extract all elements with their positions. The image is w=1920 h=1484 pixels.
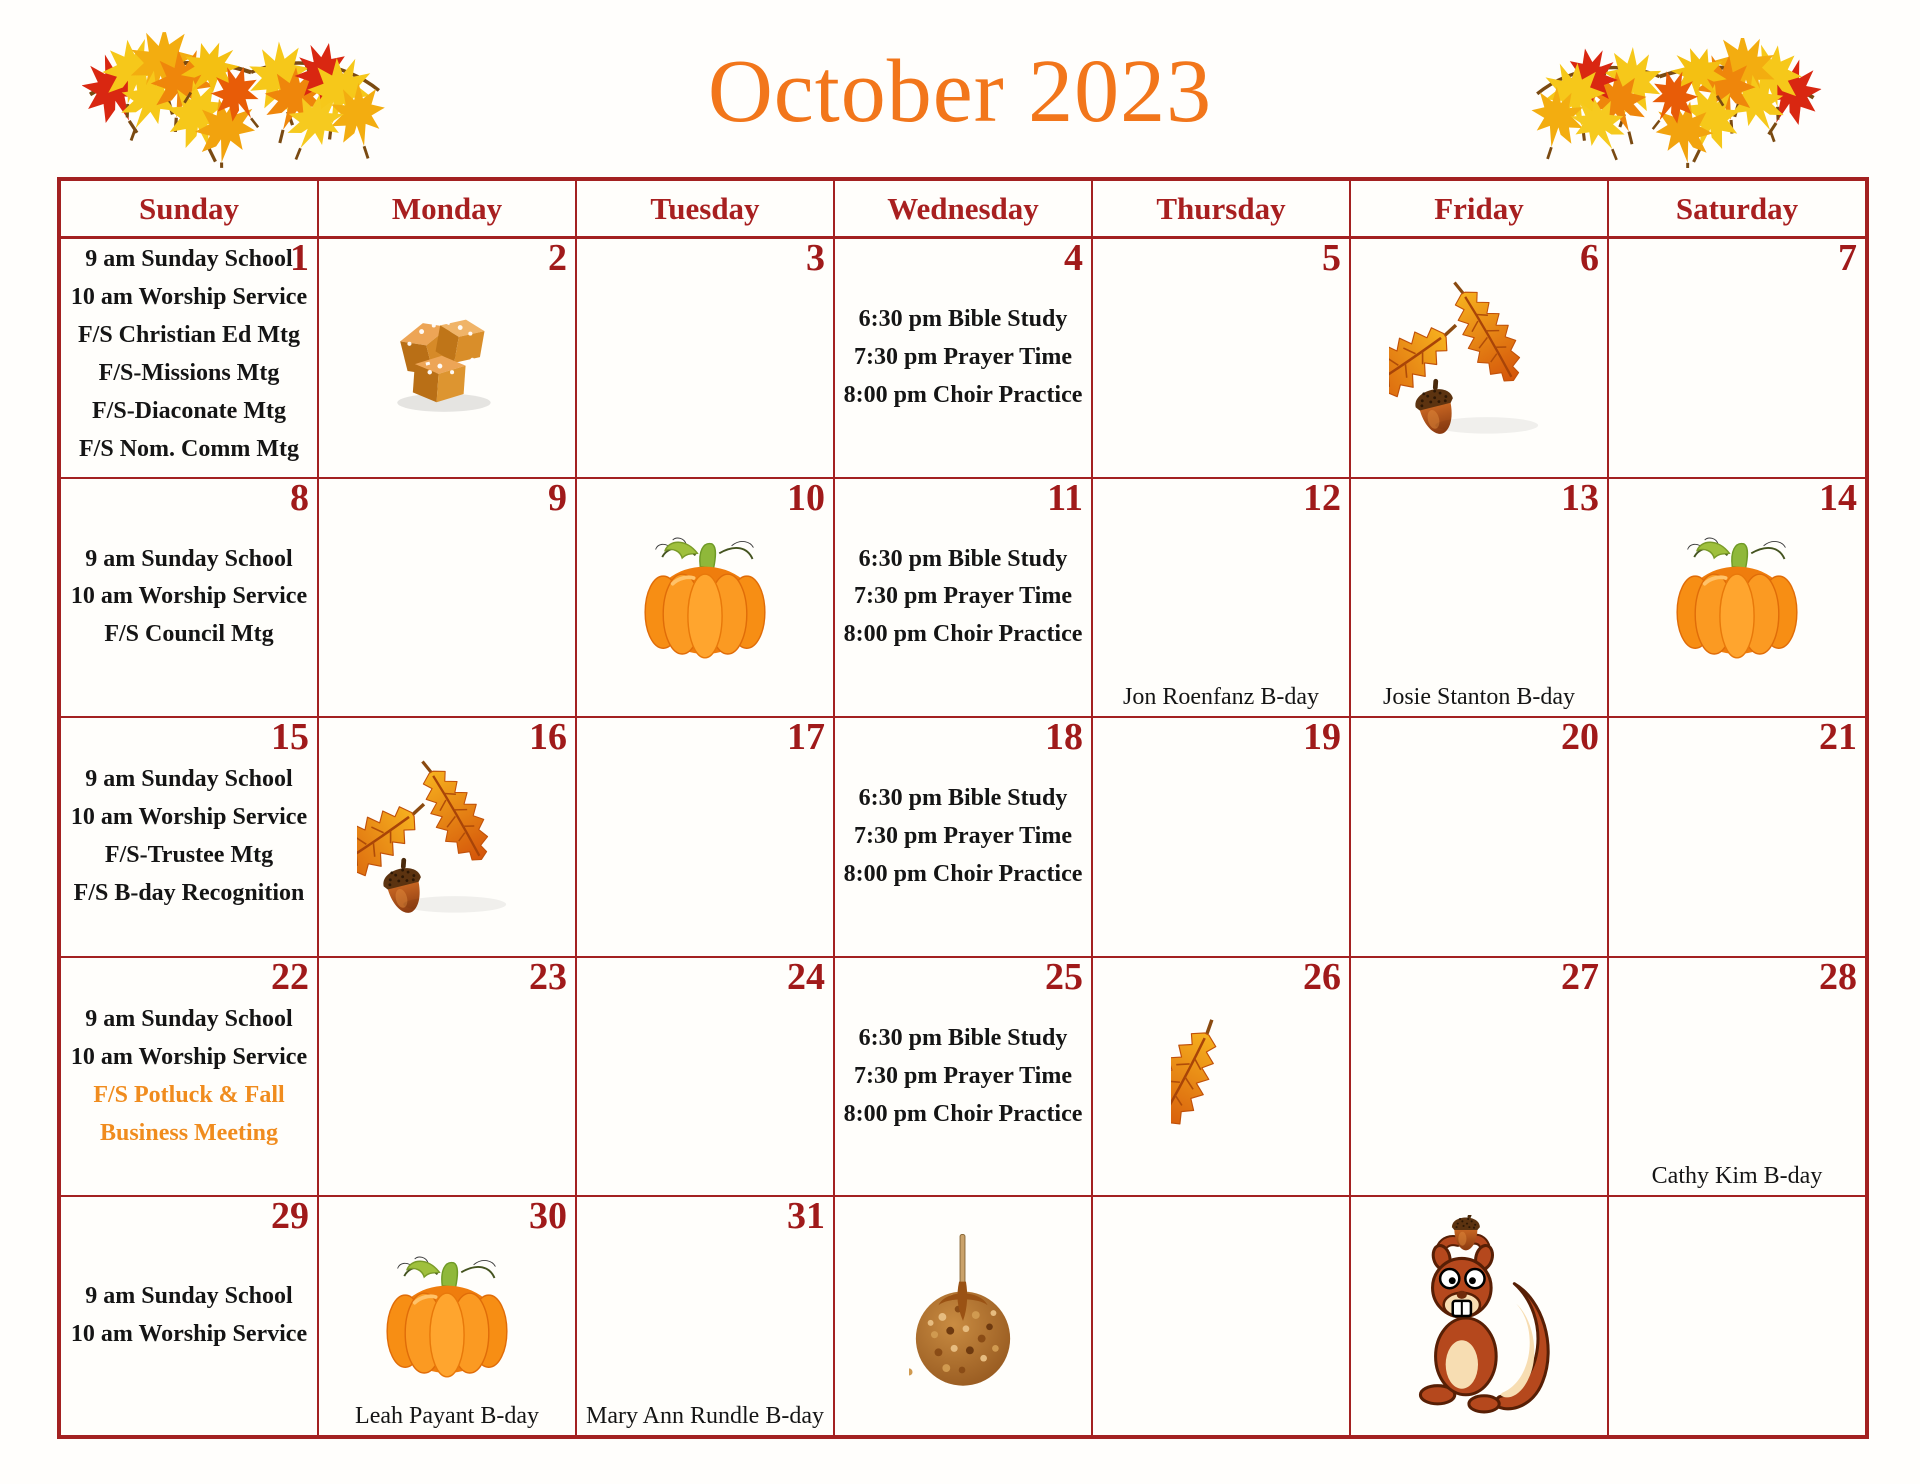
event-text: F/S B-day Recognition — [73, 879, 305, 906]
date-number: 20 — [1561, 717, 1599, 759]
day-cell-29 — [60, 1196, 318, 1436]
event-text: 7:30 pm Prayer Time — [854, 583, 1072, 610]
birthday-note: Mary Ann Rundle B-day — [586, 1403, 824, 1429]
birthday-note: Josie Stanton B-day — [1383, 684, 1575, 711]
event-text: F/S-Diaconate Mtg — [92, 397, 286, 424]
event-text: 7:30 pm Prayer Time — [854, 1062, 1072, 1089]
event-list — [67, 1278, 311, 1354]
date-number: 18 — [1045, 717, 1083, 759]
date-number: 15 — [271, 717, 309, 759]
weekday-header-sunday: Sunday — [60, 180, 318, 238]
event-text: 6:30 pm Bible Study — [858, 305, 1068, 332]
day-cell-31 — [576, 1196, 834, 1436]
squirrel-acorn-icon — [1403, 1215, 1555, 1417]
event-list — [840, 301, 1087, 415]
event-list — [840, 780, 1087, 894]
pumpkin-icon — [1661, 534, 1813, 660]
date-number: 3 — [806, 238, 825, 279]
day-cell-11 — [834, 478, 1092, 718]
day-cell-22 — [60, 957, 318, 1197]
date-number: 22 — [271, 956, 309, 998]
date-number: 24 — [787, 956, 825, 998]
weekday-header-saturday: Saturday — [1608, 180, 1866, 238]
day-cell-5 — [1092, 238, 1350, 478]
oak-leaves-acorn-icon — [357, 752, 537, 922]
event-text: 8:00 pm Choir Practice — [843, 621, 1083, 648]
day-cell-1 — [60, 238, 318, 478]
event-text: F/S-Missions Mtg — [98, 359, 280, 386]
day-cell-17 — [576, 717, 834, 957]
day-cell-19 — [1092, 717, 1350, 957]
day-cell-10 — [576, 478, 834, 718]
event-text: 10 am Worship Service — [70, 1043, 308, 1070]
caramel-apple-icon — [909, 1232, 1017, 1400]
event-text: F/S Nom. Comm Mtg — [79, 435, 299, 462]
event-list — [840, 1020, 1087, 1134]
date-number: 17 — [787, 717, 825, 759]
date-number: 9 — [548, 477, 567, 519]
calendar-title: October 2023 — [707, 42, 1213, 141]
oak-leaves-acorn-icon — [1389, 273, 1569, 443]
day-cell-21 — [1608, 717, 1866, 957]
day-cell-7 — [1608, 238, 1866, 478]
event-text: 7:30 pm Prayer Time — [854, 343, 1072, 370]
date-number: 19 — [1303, 717, 1341, 759]
birthday-note: Leah Payant B-day — [355, 1403, 539, 1429]
event-text: F/S Christian Ed Mtg — [77, 321, 301, 348]
pumpkin-icon — [371, 1253, 523, 1379]
event-text: 10 am Worship Service — [70, 283, 308, 310]
day-cell-25 — [834, 957, 1092, 1197]
pumpkin-icon — [629, 534, 781, 660]
date-number: 29 — [271, 1196, 309, 1238]
date-number: 27 — [1561, 956, 1599, 998]
date-number: 11 — [1047, 477, 1083, 519]
event-text: 10 am Worship Service — [70, 1321, 308, 1348]
event-text: F/S Council Mtg — [104, 621, 274, 648]
event-text: 9 am Sunday School — [85, 1005, 293, 1032]
date-number: 16 — [529, 717, 567, 759]
day-cell-9 — [318, 478, 576, 718]
weekday-header-wednesday: Wednesday — [834, 180, 1092, 238]
date-number: 4 — [1064, 238, 1083, 279]
day-cell-2 — [318, 238, 576, 478]
day-cell-blank-4-3 — [834, 1196, 1092, 1436]
day-cell-6 — [1350, 238, 1608, 478]
event-text: 9 am Sunday School — [85, 766, 293, 793]
event-list — [67, 1001, 311, 1153]
day-cell-blank-4-5 — [1350, 1196, 1608, 1436]
date-number: 7 — [1838, 238, 1857, 279]
day-cell-26 — [1092, 957, 1350, 1197]
calendar-grid — [57, 177, 1869, 1439]
date-number: 14 — [1819, 477, 1857, 519]
date-number: 13 — [1561, 477, 1599, 519]
event-list — [67, 761, 311, 913]
date-number: 26 — [1303, 956, 1341, 998]
date-number: 25 — [1045, 956, 1083, 998]
day-cell-3 — [576, 238, 834, 478]
event-text: 10 am Worship Service — [70, 583, 308, 610]
day-cell-8 — [60, 478, 318, 718]
date-number: 10 — [787, 477, 825, 519]
event-text: 9 am Sunday School — [85, 246, 293, 272]
weekday-header-friday: Friday — [1350, 180, 1608, 238]
event-text-highlight: Business Meeting — [99, 1119, 278, 1146]
date-number: 31 — [787, 1196, 825, 1238]
date-number: 5 — [1322, 238, 1341, 279]
date-number: 2 — [548, 238, 567, 279]
date-number: 8 — [290, 477, 309, 519]
event-text: 10 am Worship Service — [70, 804, 308, 831]
event-text: 9 am Sunday School — [85, 545, 293, 572]
day-cell-23 — [318, 957, 576, 1197]
day-cell-14 — [1608, 478, 1866, 718]
day-cell-15 — [60, 717, 318, 957]
event-text: 6:30 pm Bible Study — [858, 785, 1068, 812]
event-text: 6:30 pm Bible Study — [858, 1024, 1068, 1051]
day-cell-24 — [576, 957, 834, 1197]
day-cell-20 — [1350, 717, 1608, 957]
day-cell-30 — [318, 1196, 576, 1436]
date-number: 6 — [1580, 238, 1599, 279]
day-cell-18 — [834, 717, 1092, 957]
weekday-header-tuesday: Tuesday — [576, 180, 834, 238]
date-number: 21 — [1819, 717, 1857, 759]
oak-leaf-icon — [1171, 1002, 1271, 1152]
day-cell-blank-4-4 — [1092, 1196, 1350, 1436]
day-cell-12 — [1092, 478, 1350, 718]
event-list — [67, 541, 311, 655]
event-text: 7:30 pm Prayer Time — [854, 823, 1072, 850]
event-text: 8:00 pm Choir Practice — [843, 860, 1083, 887]
event-text: 9 am Sunday School — [85, 1283, 293, 1310]
event-list — [840, 541, 1087, 655]
birthday-note: Jon Roenfanz B-day — [1123, 684, 1319, 711]
day-cell-blank-4-6 — [1608, 1196, 1866, 1436]
date-number: 1 — [290, 238, 309, 279]
day-cell-4 — [834, 238, 1092, 478]
day-cell-27 — [1350, 957, 1608, 1197]
day-cell-13 — [1350, 478, 1608, 718]
birthday-note: Cathy Kim B-day — [1651, 1163, 1823, 1190]
date-number: 30 — [529, 1196, 567, 1238]
event-list — [67, 241, 311, 468]
day-cell-16 — [318, 717, 576, 957]
date-number: 23 — [529, 956, 567, 998]
date-number: 12 — [1303, 477, 1341, 519]
caramel-candies-icon — [381, 301, 513, 415]
event-text: 8:00 pm Choir Practice — [843, 381, 1083, 408]
event-text: F/S-Trustee Mtg — [104, 841, 274, 868]
event-text-highlight: F/S Potluck & Fall — [93, 1081, 285, 1108]
weekday-header-thursday: Thursday — [1092, 180, 1350, 238]
event-text: 8:00 pm Choir Practice — [843, 1100, 1083, 1127]
event-text: 6:30 pm Bible Study — [858, 545, 1068, 572]
date-number: 28 — [1819, 956, 1857, 998]
day-cell-28 — [1608, 957, 1866, 1197]
weekday-header-monday: Monday — [318, 180, 576, 238]
